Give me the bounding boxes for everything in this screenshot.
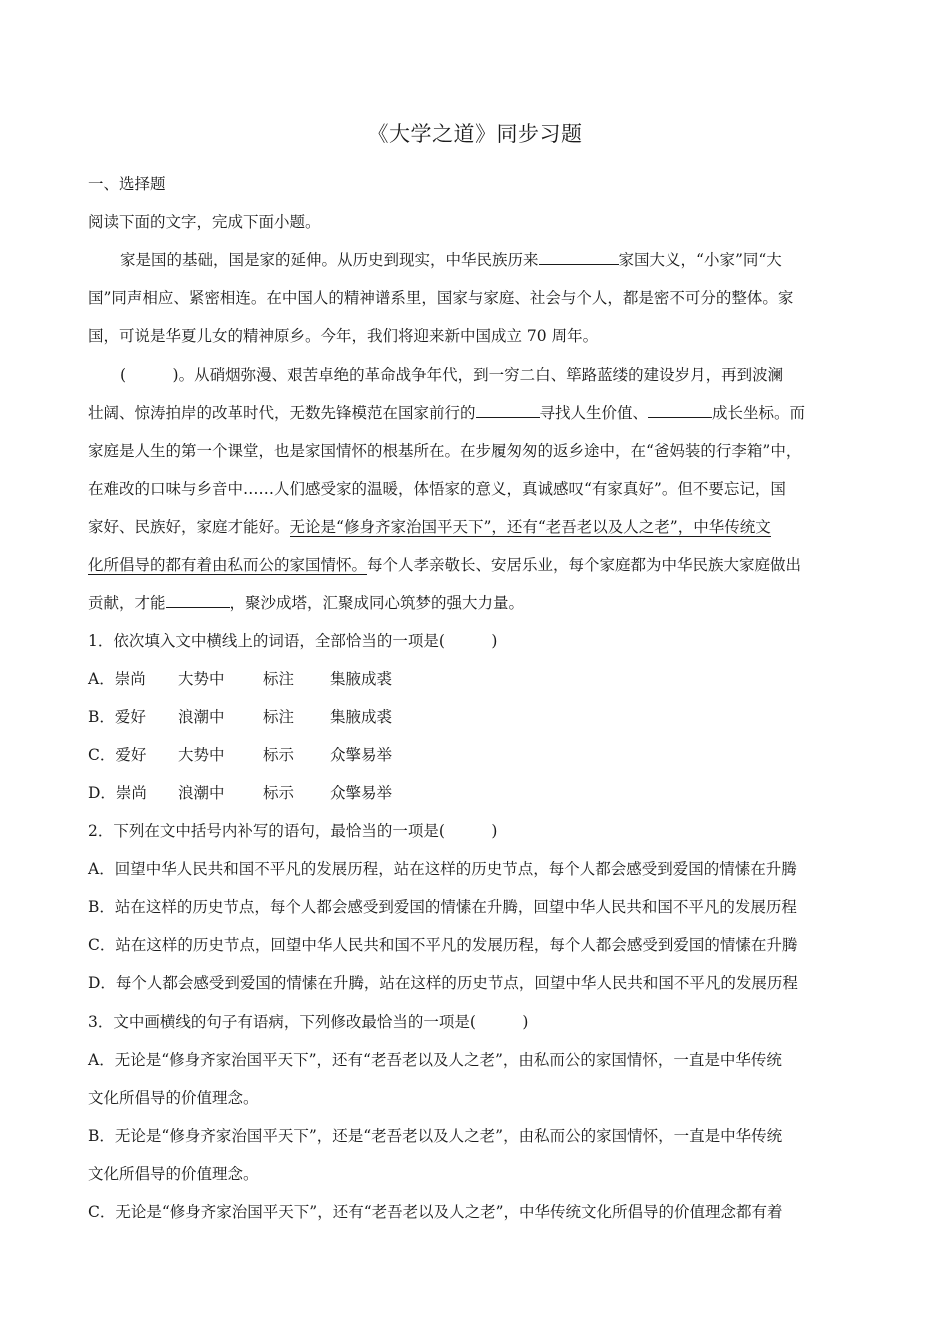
passage-p2-line6 <box>88 554 868 576</box>
option-word: 标注 <box>263 670 295 688</box>
option-word: 浪潮中 <box>178 708 225 726</box>
question-2-option-b: B．站在这样的历史节点，每个人都会感受到爱国的情愫在升腾，回望中华人民共和国不平凡的发展历程 <box>88 898 797 916</box>
question-1-option-a <box>88 668 868 690</box>
passage-p1-line2: 国”同声相应、紧密相连。在中国人的精神谱系里，国家与家庭、社会与个人，都是密不可分的整体。家 <box>88 289 794 307</box>
option-word: D．崇尚 <box>88 784 147 802</box>
question-1-option-b <box>88 706 868 728</box>
p2-text-d: 家好、民族好，家庭才能好。 <box>88 518 290 536</box>
p2-text-e: 每个人孝亲敬长、安居乐业，每个家庭都为中华民族大家庭做出 <box>367 556 802 574</box>
fill-blank-3 <box>648 402 712 418</box>
passage-p2-line1: ( )。从硝烟弥漫、艰苦卓绝的革命战争年代，到一穷二白、筚路蓝缕的建设岁月，再到波澜 <box>120 366 784 384</box>
p2-text-c: 成长坐标。而 <box>712 404 806 422</box>
option-word: A．崇尚 <box>88 670 146 688</box>
question-3-stem: 3．文中画横线的句子有语病，下列修改最恰当的一项是( ) <box>88 1013 529 1031</box>
page-title: 《大学之道》同步习题 <box>367 122 583 146</box>
option-word: 标示 <box>263 784 295 802</box>
option-word: 大势中 <box>178 746 225 764</box>
question-3-option-a-line2: 文化所倡导的价值理念。 <box>88 1089 259 1107</box>
passage-p2-line4: 在难改的口味与乡音中……人们感受家的温暖，体悟家的意义，真诚感叹“有家真好”。但不要忘记，国 <box>88 480 786 498</box>
fill-blank-2 <box>476 402 540 418</box>
underlined-sentence-part1: 无论是“修身齐家治国平天下”，还有“老吾老以及人之老”，中华传统文 <box>289 518 771 536</box>
passage-p2-line2 <box>88 402 868 424</box>
p2-text-b: 寻找人生价值、 <box>539 404 649 422</box>
option-word: 浪潮中 <box>178 784 225 802</box>
p2-text-g: ，聚沙成塔，汇聚成同心筑梦的强大力量。 <box>229 594 525 612</box>
instruction-text: 阅读下面的文字，完成下面小题。 <box>88 213 321 231</box>
passage-p2-line5 <box>88 516 868 538</box>
question-2-option-d: D．每个人都会感受到爱国的情愫在升腾，站在这样的历史节点，回望中华人民共和国不平凡的发展历程 <box>88 974 798 992</box>
question-1-option-d <box>88 782 868 804</box>
underlined-sentence-part2: 化所倡导的都有着由私而公的家国情怀。 <box>88 556 368 574</box>
passage-p2-line3: 家庭是人生的第一个课堂，也是家国情怀的根基所在。在步履匆匆的返乡途中，在“爸妈装的行李箱”中， <box>88 442 802 460</box>
option-word: 标注 <box>263 708 295 726</box>
p1-text-b: 家国大义，“小家”同“大 <box>618 251 782 269</box>
passage-p1-line3: 国，可说是华夏儿女的精神原乡。今年，我们将迎来新中国成立 70 周年。 <box>88 327 599 345</box>
question-1-option-c <box>88 744 868 766</box>
p1-text-a: 家是国的基础，国是家的延伸。从历史到现实，中华民族历来 <box>120 251 539 269</box>
question-2-option-a: A．回望中华人民共和国不平凡的发展历程，站在这样的历史节点，每个人都会感受到爱国的情愫在升腾 <box>88 860 797 878</box>
question-3-option-b-line1: B．无论是“修身齐家治国平天下”，还是“老吾老以及人之老”，由私而公的家国情怀，一直是中华传统 <box>88 1127 783 1145</box>
option-word: 标示 <box>263 746 295 764</box>
option-word: 大势中 <box>178 670 225 688</box>
passage-p2-line7 <box>88 592 868 614</box>
option-word: 集腋成裘 <box>330 670 393 688</box>
p2-text-f: 贡献，才能 <box>88 594 166 612</box>
question-3-option-a-line1: A．无论是“修身齐家治国平天下”，还有“老吾老以及人之老”，由私而公的家国情怀，一直是中华传统 <box>88 1051 782 1069</box>
option-word: B．爱好 <box>88 708 146 726</box>
option-word: 集腋成裘 <box>330 708 393 726</box>
fill-blank-4 <box>166 592 230 608</box>
question-3-option-b-line2: 文化所倡导的价值理念。 <box>88 1165 259 1183</box>
question-1-stem: 1．依次填入文中横线上的词语，全部恰当的一项是( ) <box>88 632 498 650</box>
option-word: 众擎易举 <box>330 784 393 802</box>
passage-p1-line1 <box>120 249 900 271</box>
section-heading: 一、选择题 <box>88 175 166 193</box>
option-word: 众擎易举 <box>330 746 393 764</box>
question-2-option-c: C．站在这样的历史节点，回望中华人民共和国不平凡的发展历程，每个人都会感受到爱国的情愫在升腾 <box>88 936 798 954</box>
p2-text-a: 壮阔、惊涛拍岸的改革时代，无数先锋模范在国家前行的 <box>88 404 476 422</box>
fill-blank-1 <box>539 249 619 265</box>
question-2-stem: 2．下列在文中括号内补写的语句，最恰当的一项是( ) <box>88 822 498 840</box>
question-3-option-c-line1: C．无论是“修身齐家治国平天下”，还有“老吾老以及人之老”，中华传统文化所倡导的价值理念都有着 <box>88 1203 783 1221</box>
option-word: C．爱好 <box>88 746 147 764</box>
